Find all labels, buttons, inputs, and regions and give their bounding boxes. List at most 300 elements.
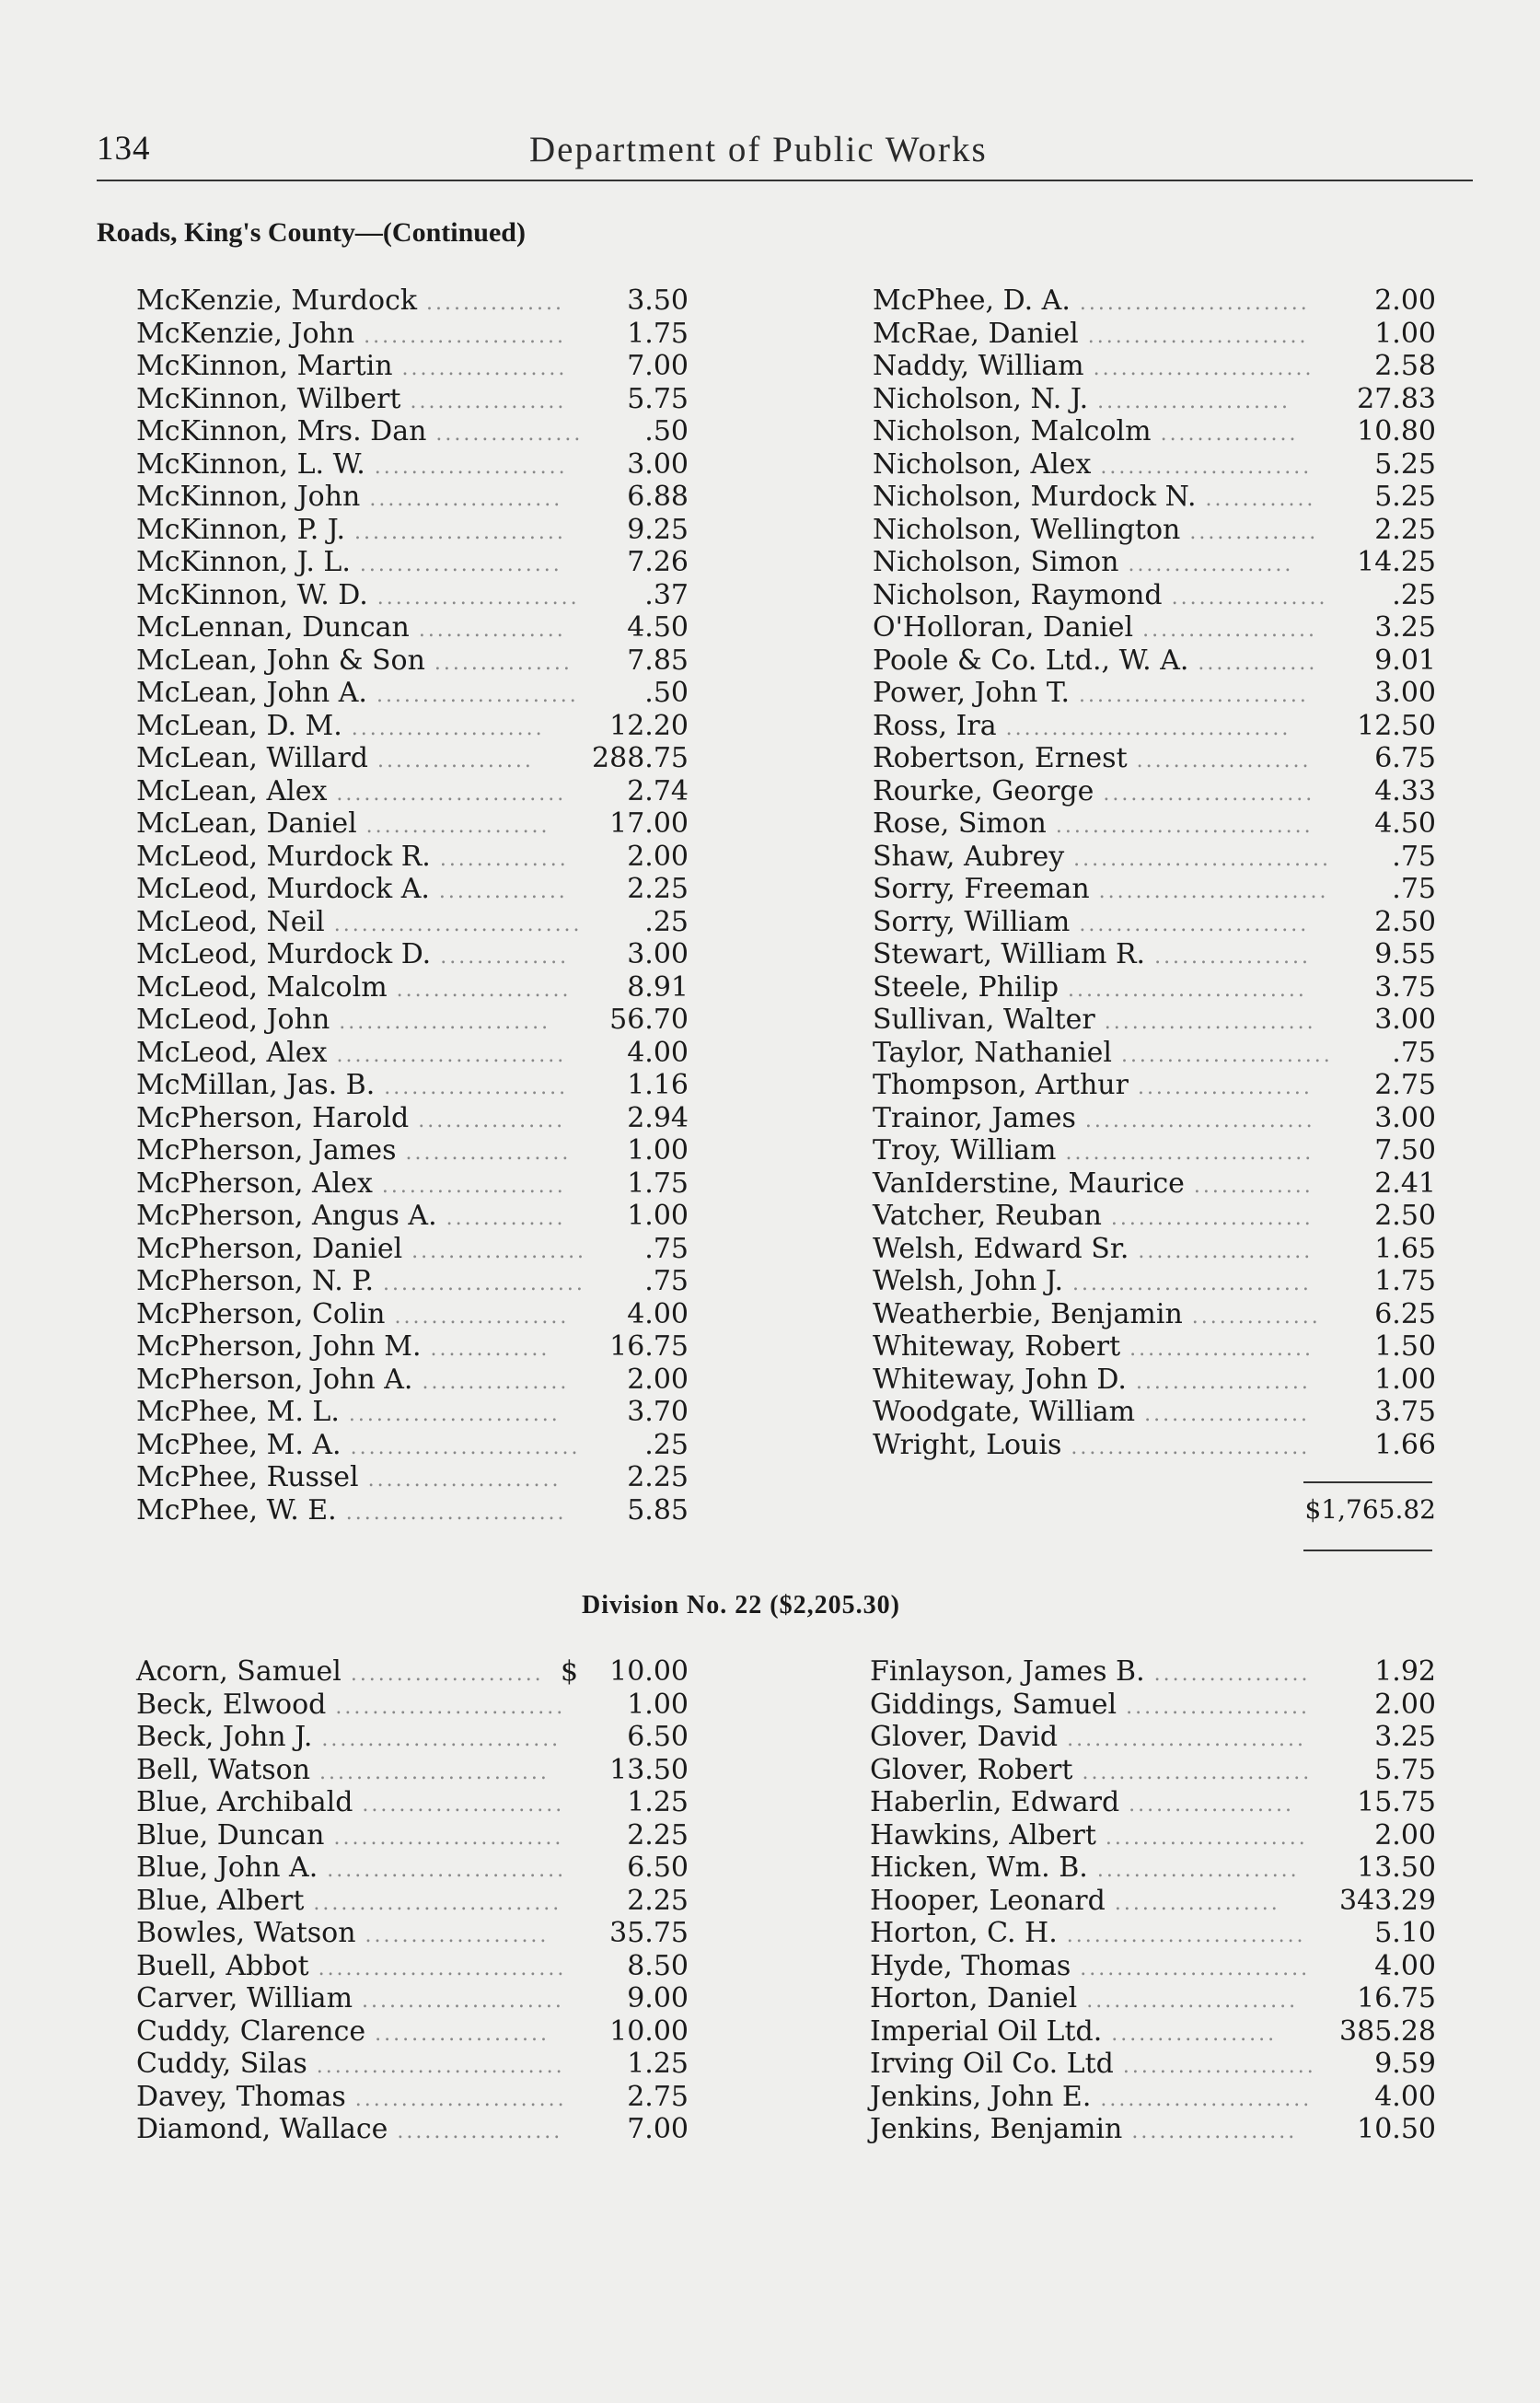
ledger-row bbox=[136, 873, 689, 906]
leader-dots: ................. bbox=[1162, 586, 1328, 609]
payment-amount: .25 bbox=[644, 905, 689, 938]
payee-name: Whiteway, John D. ................... bbox=[873, 1363, 1311, 1396]
ledger-row bbox=[873, 1167, 1436, 1201]
ledger-row bbox=[136, 1494, 689, 1527]
payment-amount: 5.85 bbox=[627, 1493, 689, 1527]
leader-dots: ................... bbox=[385, 1305, 570, 1329]
payment-amount: 17.00 bbox=[609, 807, 689, 840]
payee-name: Robertson, Ernest ................... bbox=[873, 742, 1312, 774]
ledger-row bbox=[136, 1298, 689, 1331]
leader-dots: .................. bbox=[1122, 2120, 1298, 2143]
payee-name: Stewart, William R. ................. bbox=[873, 938, 1311, 970]
leader-dots: ........................ bbox=[1078, 324, 1309, 348]
ledger-row bbox=[873, 1265, 1436, 1298]
payee-name: McPherson, Alex .................... bbox=[136, 1167, 566, 1200]
ledger-row bbox=[873, 710, 1436, 743]
payee-name: Nicholson, Alex ....................... bbox=[873, 447, 1313, 481]
leader-dots: ............. bbox=[421, 1338, 550, 1361]
payment-amount: 9.55 bbox=[1374, 938, 1436, 970]
leader-dots: .................... bbox=[1120, 1338, 1314, 1361]
payee-name: McKenzie, John ...................... bbox=[136, 317, 567, 350]
payee-name: Wright, Louis .......................... bbox=[873, 1428, 1311, 1461]
ledger-row bbox=[136, 742, 689, 775]
payment-amount: 288.75 bbox=[592, 742, 689, 774]
ledger-row bbox=[136, 1982, 689, 2015]
dollar-sign: $ bbox=[561, 1655, 579, 1688]
ledger-row bbox=[873, 318, 1436, 351]
leader-dots: ....................... bbox=[1094, 1011, 1316, 1034]
leader-dots: ....................... bbox=[345, 520, 566, 544]
ledger-row bbox=[873, 481, 1436, 514]
leader-dots: ...................... bbox=[353, 1794, 565, 1817]
payment-amount: 9.01 bbox=[1374, 644, 1436, 677]
ledger-row bbox=[873, 1037, 1436, 1070]
ledger-row bbox=[870, 1721, 1436, 1754]
payee-name: McKinnon, Wilbert ................. bbox=[136, 382, 567, 415]
payee-name: Buell, Abbot ........................... bbox=[136, 1949, 567, 1982]
leader-dots: ...................... bbox=[366, 684, 579, 707]
payee-name: McPherson, Angus A. ............. bbox=[136, 1200, 566, 1232]
ledger-row bbox=[870, 1950, 1436, 1983]
leader-dots: ....................... bbox=[1111, 1043, 1333, 1067]
leader-dots: ........................ bbox=[336, 1501, 567, 1525]
ledger-row bbox=[136, 1265, 689, 1298]
payee-name: Whiteway, Robert .................... bbox=[873, 1330, 1314, 1363]
payee-name: Taylor, Nathaniel ....................... bbox=[873, 1036, 1333, 1069]
payee-name: Rose, Simon ............................ bbox=[873, 807, 1314, 840]
ledger-row bbox=[873, 1069, 1436, 1102]
payment-amount: 4.33 bbox=[1374, 774, 1436, 807]
payee-name: McPherson, John A. ................ bbox=[136, 1363, 570, 1396]
payment-amount: 35.75 bbox=[609, 1917, 689, 1949]
leader-dots: ....................... bbox=[1077, 1990, 1299, 2013]
payment-amount: 2.00 bbox=[1374, 284, 1436, 317]
payee-name: McKinnon, Martin .................. bbox=[136, 350, 568, 382]
leader-dots: ............... bbox=[1151, 423, 1299, 446]
leader-dots: ....................... bbox=[1091, 2087, 1313, 2111]
ledger-row bbox=[136, 514, 689, 547]
leader-dots: ......................... bbox=[1070, 912, 1310, 936]
payee-name: VanIderstine, Maurice ............. bbox=[873, 1167, 1314, 1200]
payment-amount: 1.65 bbox=[1374, 1232, 1436, 1265]
ledger-row bbox=[873, 1233, 1436, 1266]
ledger-row bbox=[870, 1819, 1436, 1852]
payee-name: Nicholson, Raymond ................. bbox=[873, 578, 1328, 611]
payee-name: Welsh, John J. .......................... bbox=[873, 1265, 1312, 1297]
leader-dots: .................. bbox=[396, 1142, 572, 1165]
payment-amount: 3.50 bbox=[627, 284, 689, 317]
ledger-row bbox=[136, 1819, 689, 1852]
ledger-row bbox=[873, 775, 1436, 808]
ledger-row bbox=[870, 1655, 1436, 1689]
ledger-row bbox=[136, 1364, 689, 1397]
leader-dots: ................... bbox=[365, 2022, 550, 2046]
payee-name: McLean, D. M. ..................... bbox=[136, 709, 545, 742]
leader-dots: .............. bbox=[429, 880, 568, 903]
header-rule bbox=[97, 180, 1473, 181]
leader-dots: ...................... bbox=[354, 324, 567, 348]
payee-name: Hooper, Leonard .................. bbox=[870, 1884, 1280, 1917]
leader-dots: .................... bbox=[375, 1076, 569, 1099]
payment-amount: 2.50 bbox=[1374, 905, 1436, 938]
payee-name: Davey, Thomas ....................... bbox=[136, 2080, 567, 2113]
leader-dots: .............. bbox=[1182, 1305, 1321, 1329]
payee-name: McLeod, Malcolm ................... bbox=[136, 970, 572, 1004]
payment-amount: 56.70 bbox=[609, 1004, 689, 1036]
leader-dots: .......................... bbox=[1059, 978, 1307, 1002]
payment-amount: 5.25 bbox=[1374, 447, 1436, 481]
payee-name: Jenkins, Benjamin .................. bbox=[870, 2113, 1298, 2145]
ledger-column-left bbox=[136, 284, 689, 1527]
ledger-row bbox=[870, 1852, 1436, 1885]
leader-dots: ................... bbox=[1133, 619, 1318, 642]
payee-name: McRae, Daniel ........................ bbox=[873, 317, 1309, 350]
payee-name: McLean, John A. ...................... bbox=[136, 677, 579, 709]
payment-amount: .75 bbox=[1392, 840, 1436, 873]
leader-dots: ....................... bbox=[339, 1403, 561, 1426]
payee-name: McLean, Willard ................. bbox=[136, 742, 534, 774]
ledger-row bbox=[136, 971, 689, 1004]
ledger-row bbox=[136, 1037, 689, 1070]
leader-dots: ................. bbox=[400, 389, 567, 413]
payee-name: McLeod, Alex ......................... bbox=[136, 1036, 567, 1069]
ledger-row bbox=[136, 579, 689, 612]
payment-amount: 4.00 bbox=[627, 1036, 689, 1069]
ledger-row bbox=[136, 350, 689, 383]
ledger-row bbox=[873, 579, 1436, 612]
payment-amount: 343.29 bbox=[1339, 1884, 1436, 1917]
payee-name: Weatherbie, Benjamin .............. bbox=[873, 1297, 1321, 1330]
leader-dots: ...................... bbox=[367, 586, 580, 609]
payment-amount: 16.75 bbox=[609, 1330, 689, 1363]
payee-name: Nicholson, N. J. ..................... bbox=[873, 382, 1291, 415]
payment-amount: 2.75 bbox=[627, 2080, 689, 2113]
leader-dots: .................. bbox=[392, 357, 568, 380]
ledger-row bbox=[873, 350, 1436, 383]
payee-name: Horton, Daniel ....................... bbox=[870, 1982, 1299, 2014]
ledger-row bbox=[873, 1200, 1436, 1233]
payment-amount: 9.00 bbox=[627, 1982, 689, 2014]
payment-amount: 4.50 bbox=[627, 611, 689, 644]
leader-dots: .................. bbox=[1135, 1403, 1310, 1426]
payment-amount: 7.00 bbox=[627, 350, 689, 382]
ledger-row bbox=[136, 2048, 689, 2081]
payee-name: Glover, David .......................... bbox=[870, 1721, 1306, 1753]
payee-name: Welsh, Edward Sr. ................... bbox=[873, 1232, 1314, 1265]
payee-name: Cuddy, Clarence ................... bbox=[136, 2014, 550, 2048]
leader-dots: .............. bbox=[431, 946, 570, 969]
ledger-row bbox=[873, 383, 1436, 416]
payment-amount: 2.74 bbox=[627, 774, 689, 807]
leader-dots: ..................... bbox=[360, 488, 563, 511]
ledger-row bbox=[136, 1689, 689, 1722]
payment-amount: 2.94 bbox=[627, 1101, 689, 1134]
ledger-row bbox=[873, 1298, 1436, 1331]
ledger-row bbox=[873, 284, 1436, 318]
payee-name: McLeod, Murdock A. .............. bbox=[136, 873, 568, 905]
payee-name: Bell, Watson ......................... bbox=[136, 1753, 550, 1786]
leader-dots: ....................... bbox=[345, 2087, 567, 2111]
leader-dots: ................... bbox=[1126, 1370, 1311, 1394]
leader-dots: ............................ bbox=[1046, 815, 1314, 838]
payment-amount: 1.25 bbox=[627, 2048, 689, 2080]
payment-amount: 3.70 bbox=[627, 1396, 689, 1428]
ledger-row bbox=[136, 2113, 689, 2146]
payee-name: McPherson, Harold ................ bbox=[136, 1101, 566, 1134]
section-total: $1,765.82 bbox=[1304, 1494, 1436, 1525]
leader-dots: ......................... bbox=[1070, 292, 1310, 315]
payment-amount: 6.50 bbox=[627, 1721, 689, 1753]
payment-amount: 10.50 bbox=[1357, 2113, 1436, 2145]
ledger-row bbox=[873, 1364, 1436, 1397]
payee-name: Jenkins, John E. ....................... bbox=[870, 2080, 1313, 2113]
payment-amount: .75 bbox=[644, 1232, 689, 1265]
page-header-title: Department of Public Works bbox=[529, 130, 988, 169]
ledger-row bbox=[870, 2113, 1436, 2146]
payee-name: Glover, Robert ......................... bbox=[870, 1753, 1313, 1786]
payee-name: Beck, John J. .......................... bbox=[136, 1721, 562, 1753]
leader-dots: ......................... bbox=[1069, 684, 1309, 707]
payee-name: Troy, William ........................... bbox=[873, 1134, 1314, 1167]
payment-amount: 1.00 bbox=[1374, 317, 1436, 350]
payee-name: McLeod, Murdock D. .............. bbox=[136, 938, 570, 970]
payment-amount: 3.00 bbox=[1374, 1004, 1436, 1036]
payment-amount: 2.00 bbox=[627, 840, 689, 873]
payment-amount: 1.25 bbox=[627, 1786, 689, 1818]
leader-dots: .................... bbox=[372, 1174, 566, 1198]
payee-name: Blue, Duncan ......................... bbox=[136, 1818, 564, 1852]
leader-dots: ......................... bbox=[1072, 1760, 1313, 1784]
ledger-row bbox=[136, 1786, 689, 1819]
leader-dots: ...................... bbox=[1101, 1207, 1314, 1230]
section-title: Roads, King's County—(Continued) bbox=[97, 217, 526, 248]
payee-name: Woodgate, William .................. bbox=[873, 1396, 1310, 1428]
payment-amount: 3.75 bbox=[1374, 970, 1436, 1004]
payment-amount: 15.75 bbox=[1357, 1786, 1436, 1818]
payee-name: Blue, John A. .......................... bbox=[136, 1852, 567, 1884]
leader-dots: ...................... bbox=[1095, 1826, 1308, 1850]
ledger-row bbox=[870, 1917, 1436, 1950]
payee-name: Hawkins, Albert ...................... bbox=[870, 1818, 1308, 1852]
payment-amount: 7.50 bbox=[1374, 1134, 1436, 1167]
payee-name: Shaw, Aubrey ............................ bbox=[873, 840, 1331, 873]
payee-name: McPhee, W. E. ........................ bbox=[136, 1493, 567, 1527]
ledger-row bbox=[873, 611, 1436, 644]
payment-amount: 1.16 bbox=[627, 1069, 689, 1101]
payee-name: McPhee, M. A. ......................... bbox=[136, 1428, 581, 1461]
leader-dots: ..................... bbox=[341, 1663, 544, 1686]
payee-name: McPherson, Colin ................... bbox=[136, 1297, 570, 1330]
leader-dots: .................. bbox=[1105, 1891, 1280, 1915]
leader-dots: .................... bbox=[356, 815, 550, 838]
payment-amount: 4.00 bbox=[1374, 1949, 1436, 1982]
ledger-row bbox=[870, 2081, 1436, 2114]
payee-name: McKinnon, J. L. ...................... bbox=[136, 546, 562, 578]
payee-name: McLean, Alex ......................... bbox=[136, 774, 567, 807]
payee-name: Poole & Co. Ltd., W. A. ............. bbox=[873, 644, 1318, 677]
payee-name: Giddings, Samuel .................... bbox=[870, 1688, 1310, 1721]
payment-amount: 2.00 bbox=[1374, 1818, 1436, 1852]
payee-name: McKenzie, Murdock ............... bbox=[136, 284, 564, 317]
leader-dots: ................ bbox=[409, 1109, 566, 1132]
leader-dots: ............. bbox=[1188, 651, 1318, 675]
payee-name: McLean, John & Son ............... bbox=[136, 644, 573, 677]
ledger-row bbox=[873, 807, 1436, 841]
payment-amount: 14.25 bbox=[1357, 546, 1436, 578]
payee-name: Diamond, Wallace .................. bbox=[136, 2113, 563, 2145]
ledger-row bbox=[136, 1134, 689, 1167]
total-rule-bottom bbox=[1303, 1550, 1432, 1551]
payment-amount: 2.25 bbox=[627, 1884, 689, 1917]
leader-dots: ...................... bbox=[1087, 1859, 1300, 1882]
ledger-row bbox=[873, 1396, 1436, 1429]
payee-name: McPherson, John M. ............. bbox=[136, 1330, 550, 1363]
leader-dots: ..................... bbox=[1113, 2055, 1316, 2078]
leader-dots: ...................... bbox=[350, 553, 562, 576]
ledger-row bbox=[136, 677, 689, 710]
payment-amount: .25 bbox=[1392, 578, 1436, 611]
payee-name: Naddy, William ........................ bbox=[873, 350, 1314, 382]
payee-name: McKinnon, Mrs. Dan ................ bbox=[136, 415, 584, 447]
leader-dots: ................. bbox=[368, 749, 534, 772]
leader-dots: .......................... bbox=[1061, 1435, 1311, 1459]
ledger-row bbox=[136, 1069, 689, 1102]
payee-name: Cuddy, Silas ........................... bbox=[136, 2048, 565, 2080]
leader-dots: ........................ bbox=[1083, 357, 1314, 380]
ledger-row bbox=[873, 841, 1436, 874]
payment-amount: 8.91 bbox=[627, 970, 689, 1004]
payment-amount: 385.28 bbox=[1339, 2014, 1436, 2048]
leader-dots: .................... bbox=[1117, 1695, 1310, 1719]
leader-dots: ......................... bbox=[310, 1760, 550, 1784]
payment-amount: 2.25 bbox=[627, 1461, 689, 1493]
payee-name: McLeod, Neil ........................... bbox=[136, 905, 583, 938]
payment-amount: 12.20 bbox=[609, 709, 689, 742]
payment-amount: 2.50 bbox=[1374, 1200, 1436, 1232]
ledger-row bbox=[873, 971, 1436, 1004]
leader-dots: ........................... bbox=[308, 1956, 567, 1980]
payment-amount: 13.50 bbox=[1357, 1852, 1436, 1884]
payment-amount: 2.00 bbox=[1374, 1688, 1436, 1721]
ledger-row bbox=[136, 807, 689, 841]
payee-name: Haberlin, Edward .................. bbox=[870, 1786, 1295, 1818]
payment-amount: 6.25 bbox=[1374, 1297, 1436, 1330]
payment-amount: 1.75 bbox=[627, 1167, 689, 1200]
payee-name: McPherson, Daniel ................... bbox=[136, 1232, 587, 1265]
payee-name: McLennan, Duncan ................ bbox=[136, 611, 566, 644]
ledger-row bbox=[136, 383, 689, 416]
page-number: 134 bbox=[97, 130, 151, 168]
division-column-left bbox=[136, 1655, 689, 2146]
payment-amount: 2.25 bbox=[627, 873, 689, 905]
ledger-row bbox=[136, 1461, 689, 1494]
ledger-row bbox=[870, 1786, 1436, 1819]
payee-name: Rourke, George ....................... bbox=[873, 774, 1315, 807]
payment-amount: 2.25 bbox=[1374, 513, 1436, 546]
payee-name: Carver, William ...................... bbox=[136, 1982, 564, 2014]
leader-dots: ......................... bbox=[326, 1695, 566, 1719]
ledger-row bbox=[870, 1982, 1436, 2015]
ledger-row bbox=[136, 775, 689, 808]
ledger-row bbox=[136, 644, 689, 678]
leader-dots: .......................... bbox=[312, 1728, 562, 1751]
payee-name: McPherson, James .................. bbox=[136, 1134, 572, 1167]
payment-amount: 3.25 bbox=[1374, 1721, 1436, 1753]
leader-dots: ....................... bbox=[1091, 455, 1313, 479]
leader-dots: .......................... bbox=[1058, 1728, 1306, 1751]
payee-name: McPhee, M. L. ....................... bbox=[136, 1396, 561, 1428]
payee-name: Hicken, Wm. B. ...................... bbox=[870, 1852, 1300, 1884]
payment-amount: 3.00 bbox=[627, 447, 689, 481]
leader-dots: ................ bbox=[412, 1370, 570, 1394]
leader-dots: .......................... bbox=[318, 1859, 567, 1882]
ledger-row bbox=[870, 1754, 1436, 1787]
payee-name: Thompson, Arthur ................... bbox=[873, 1069, 1313, 1101]
ledger-row bbox=[873, 1004, 1436, 1037]
leader-dots: .................... bbox=[355, 1924, 550, 1947]
payment-amount: 1.50 bbox=[1374, 1330, 1436, 1363]
payment-amount: 9.59 bbox=[1374, 2048, 1436, 2080]
ledger-row bbox=[136, 1917, 689, 1950]
payment-amount: .75 bbox=[1392, 873, 1436, 905]
ledger-row bbox=[136, 448, 689, 482]
payee-name: McPhee, D. A. ......................... bbox=[873, 284, 1310, 317]
leader-dots: ........................... bbox=[304, 1891, 562, 1915]
ledger-row bbox=[136, 710, 689, 743]
ledger-row bbox=[873, 1330, 1436, 1364]
ledger-row bbox=[870, 1885, 1436, 1918]
ledger-row bbox=[870, 2048, 1436, 2081]
leader-dots: ............................ bbox=[1064, 847, 1331, 871]
ledger-row bbox=[136, 1655, 689, 1689]
leader-dots: ........................... bbox=[307, 2055, 565, 2078]
leader-dots: ........................... bbox=[1056, 1142, 1314, 1165]
ledger-row bbox=[136, 284, 689, 318]
payment-amount: 9.25 bbox=[627, 513, 689, 546]
leader-dots: ......................... bbox=[1071, 1956, 1311, 1980]
payee-name: McKinnon, John ..................... bbox=[136, 481, 563, 513]
payment-amount: 1.75 bbox=[627, 317, 689, 350]
ledger-row bbox=[136, 1233, 689, 1266]
payee-name: Finlayson, James B. ................. bbox=[870, 1655, 1311, 1688]
ledger-row bbox=[873, 415, 1436, 448]
division-column-right bbox=[870, 1655, 1436, 2146]
leader-dots: .................. bbox=[388, 2120, 563, 2143]
ledger-row bbox=[873, 906, 1436, 939]
leader-dots: ................... bbox=[1128, 1076, 1313, 1099]
ledger-row bbox=[873, 514, 1436, 547]
leader-dots: ................. bbox=[1145, 946, 1311, 969]
leader-dots: .............. bbox=[430, 847, 569, 871]
payment-amount: .25 bbox=[644, 1428, 689, 1461]
payee-name: McMillan, Jas. B. .................... bbox=[136, 1069, 569, 1101]
payee-name: McKinnon, P. J. ....................... bbox=[136, 513, 566, 546]
payee-name: Nicholson, Wellington .............. bbox=[873, 513, 1319, 546]
payee-name: McPherson, N. P. ...................... bbox=[136, 1265, 585, 1297]
leader-dots: ................. bbox=[1144, 1663, 1311, 1686]
ledger-row bbox=[136, 1200, 689, 1233]
payment-amount: 7.00 bbox=[627, 2113, 689, 2145]
payment-amount: 3.00 bbox=[1374, 1101, 1436, 1134]
ledger-row bbox=[136, 611, 689, 644]
payment-amount: 1.75 bbox=[1374, 1265, 1436, 1297]
payment-amount: 2.41 bbox=[1374, 1167, 1436, 1200]
leader-dots: ......................... bbox=[341, 1435, 581, 1459]
payment-amount: 10.00 bbox=[609, 1655, 689, 1688]
payment-amount: 5.25 bbox=[1374, 481, 1436, 513]
payment-amount: 7.26 bbox=[627, 546, 689, 578]
payment-amount: 6.88 bbox=[627, 481, 689, 513]
